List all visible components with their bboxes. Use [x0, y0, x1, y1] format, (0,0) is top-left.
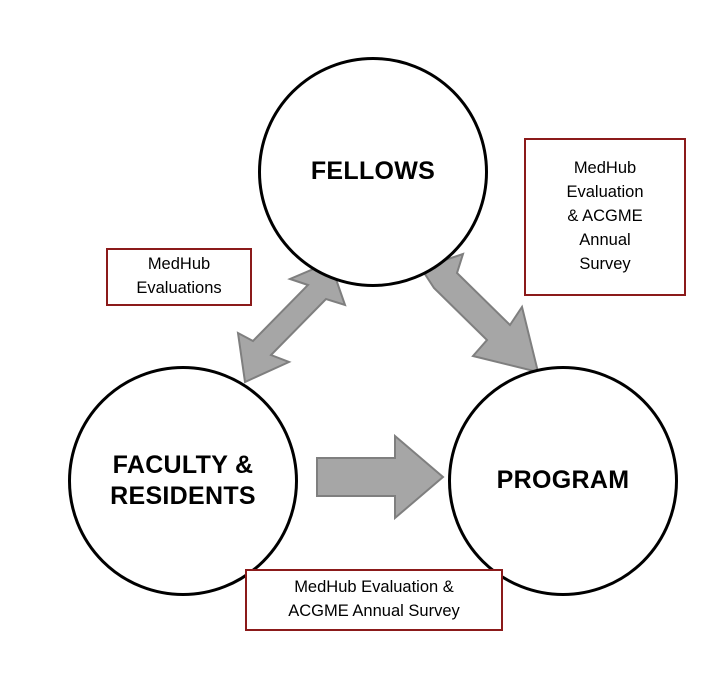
node-program[interactable]: [448, 366, 678, 596]
note-line: MedHub: [147, 255, 211, 274]
note-line: Evaluation: [566, 183, 644, 202]
node-fellows[interactable]: [258, 57, 488, 287]
note-line: Evaluations: [136, 279, 222, 297]
node-fellows-label: FELLOWS: [310, 157, 436, 186]
node-faculty-residents-label: [110, 450, 256, 513]
node-faculty-residents-label-line1: FACULTY &: [112, 450, 254, 479]
note-faculty-program-text: [288, 576, 460, 624]
note-line: & ACGME: [567, 207, 643, 226]
node-program-label: PROGRAM: [496, 466, 630, 495]
note-line: MedHub Evaluation &: [294, 578, 454, 597]
note-line: MedHub: [573, 159, 637, 178]
node-faculty-residents[interactable]: [68, 366, 298, 596]
note-fellows-program: [524, 138, 686, 296]
note-fellows-program-text: [566, 157, 643, 277]
note-fellows-faculty: [106, 248, 252, 306]
note-faculty-program: [245, 569, 503, 631]
note-line: Annual: [579, 230, 631, 249]
note-line: Survey: [579, 254, 631, 273]
note-line: ACGME Annual Survey: [288, 602, 460, 620]
arrow-faculty-program: [317, 436, 443, 518]
arrow-fellows-faculty: [238, 262, 345, 382]
arrow-fellows-program: [421, 254, 538, 372]
node-faculty-residents-label-line2: RESIDENTS: [110, 482, 256, 510]
note-fellows-faculty-text: [136, 253, 221, 301]
